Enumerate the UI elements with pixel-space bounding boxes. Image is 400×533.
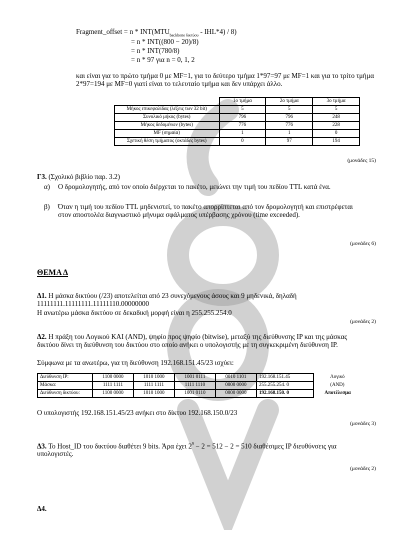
marks-label: (μονάδες 3) [350,421,376,427]
table-header-cell: 2ο τμήμα [266,98,313,106]
table-cell: Μήκος επικεφαλίδας (λέξεις των 32 bit) [115,106,220,114]
table-cell: Συνολικό μήκος (bytes) [115,114,220,122]
table-cell: Αποτέλεσμα [324,391,351,396]
table-cell: 5 [313,106,360,114]
table-cell: 1100 0000 [93,390,134,398]
table-cell: 1 [266,130,313,138]
marks-label: (μονάδες 2) [350,319,376,325]
table-cell: 228 [313,122,360,130]
table-row [38,374,362,382]
table-row [115,138,360,146]
table-header-cell: 3ο τμήμα [313,98,360,106]
g3-b-text: Όταν η τιμή του πεδίου TTL μηδενιστεί, το πακέτο απορρίπτεται από τον δρομολογητή και επιστρέφεται στον αποστολέα διαγνωστικό μήνυμα σφάλματος υπέρβασης χρόνου (time exceeded). [58,203,353,219]
book-reference: (Σχολικό βιβλίο παρ. 3.2) [48,173,120,181]
table-cell: Διεύθυνση IP: [38,374,93,382]
table-cell: Σχετική θέση τμήματος (οκτάδες bytes) [115,138,220,146]
section-heading: ΘΕΜΑ Δ [37,268,69,277]
fragment-offset-formula-3: = n * INT(780/8) [131,47,180,55]
table-cell: 255.255.254. 0 [256,382,313,390]
question-label: Δ3. [37,442,47,451]
marks-label: (μονάδες 6) [350,241,376,247]
g3-a-label: α) [44,183,50,191]
table-cell: MF (σημαία) [115,130,220,138]
d3-paragraph [37,440,367,458]
d2-paragraph [37,333,367,349]
marks-label: (μονάδες 2) [350,466,376,472]
g3-heading [37,173,120,181]
table-cell: 192.168.151.45 [256,374,313,382]
fragment-offset-formula-1: Fragment_offset = n * $INT(MTU_{backbone \delta\iota\kappa\tau ύo\upsilon} - IHL*4) / 8$) [76,28,237,38]
table-header-cell: 1ο τμήμα [219,98,266,106]
question-label: Δ1. [37,292,47,300]
table-cell: 796 [266,114,313,122]
table-cell: Διεύθυνση δικτύου: [38,390,93,398]
table-cell: 192.168.150. 0 [256,390,313,398]
table-cell: 0 [219,138,266,146]
g3-a-text: Ο δρομολογητής, από τον οποίο διέρχεται το πακέτο, μειώνει την τιμή του πεδίου TTL κατά ένα. [58,183,331,191]
table-cell: 1001 0110 [174,390,215,398]
fragment-explanation: και είναι για το πρώτο τμήμα 0 με MF=1, για το δεύτερο τμήμα 1*97=97 με MF=1 και για το τρίτο τμήμα 2*97=194 με MF=0 γιατί είναι το τελευταίο τμήμα και δεν υπάρχει άλλο. [76,72,374,88]
table-row [115,122,360,130]
d2-text: Η πράξη του Λογικού ΚΑΙ (AND), ψηφίο προς ψηφίο (bitwise), μεταξύ της διεύθυνσης IP και της μάσκας δικτύου δίνει τη διεύθυνση του δικτύου στο οποίο ανήκει ο υπολογιστής με τη συγκεκριμένη διεύθυνση IP. [37,333,348,349]
table-cell: 0 [313,130,360,138]
table-cell: 97 [266,138,313,146]
table-cell: Μάσκα: [38,382,93,390]
table-header-cell [115,98,220,106]
table-cell: 5 [219,106,266,114]
table-cell: 194 [313,138,360,146]
d1-paragraph [37,292,367,308]
table-cell: (AND) [330,383,345,388]
and-table [37,373,362,398]
table-cell: 0010 1101 [215,374,256,382]
d3-text: Το Host_ID του δικτύου διαθέτει 9 bits. Άρα έχει 2 [48,442,192,451]
fragment-offset-formula-2: = n * INT((800 − 20)/8) [131,38,199,46]
table-cell: Μήκος δεδομένων (bytes) [115,122,220,130]
table-row [115,114,360,122]
table-cell: 5 [266,106,313,114]
fragment-table [114,97,360,146]
table-cell: 0000 0000 [215,382,256,390]
table-cell: 1010 1000 [133,374,174,382]
d2-result: Ο υπολογιστής 192.168.151.45/23 ανήκει στο δίκτυο 192.168.150.0/23 [37,409,238,417]
table-row [115,130,360,138]
table-cell: 1111 1111 [93,382,134,390]
d2-text-2: Σύμφωνα με τα ανωτέρω, για τη διεύθυνση 192.168.151.45/23 ισχύει: [37,359,234,367]
table-cell: 1100 0000 [93,374,134,382]
table-cell: 1010 1000 [133,390,174,398]
table-cell: 0000 0000 [215,390,256,398]
table-row [38,382,362,390]
table-cell: 1001 0111 [174,374,215,382]
table-cell: 1111 1110 [174,382,215,390]
question-label: Δ2. [37,333,47,341]
table-header-row [115,98,360,106]
table-row [115,106,360,114]
g3-b-label: β) [44,203,50,211]
table-cell: 1111 1111 [133,382,174,390]
table-cell: 796 [219,114,266,122]
table-cell: Λογικό [330,375,345,380]
d1-text: Η μάσκα δικτύου (/23) αποτελείται από 23 συνεχόμενους άσους και 9 μηδενικά, δηλαδή 11111111.11111111.11111110.00000000 [37,292,297,308]
d3-text-end: − 2 = 512 − 2 = 510 διαθέσιμες IP διευθύνσεις για υπολογιστές. [37,442,337,459]
table-cell: 248 [313,114,360,122]
d1-text-2: Η ανωτέρω μάσκα δικτύου σε δεκαδική μορφή είναι η 255.255.254.0 [37,309,232,317]
question-label: Δ4. [37,505,47,513]
table-cell: 776 [266,122,313,130]
marks-label: (μονάδες 15) [347,158,376,164]
table-cell: 1 [219,130,266,138]
table-row [38,390,362,398]
d3-exponent: 9 [191,441,194,446]
table-cell: 776 [219,122,266,130]
question-label: Γ3. [37,173,47,181]
fragment-offset-formula-4: = n * 97 για n = 0, 1, 2 [131,56,195,64]
